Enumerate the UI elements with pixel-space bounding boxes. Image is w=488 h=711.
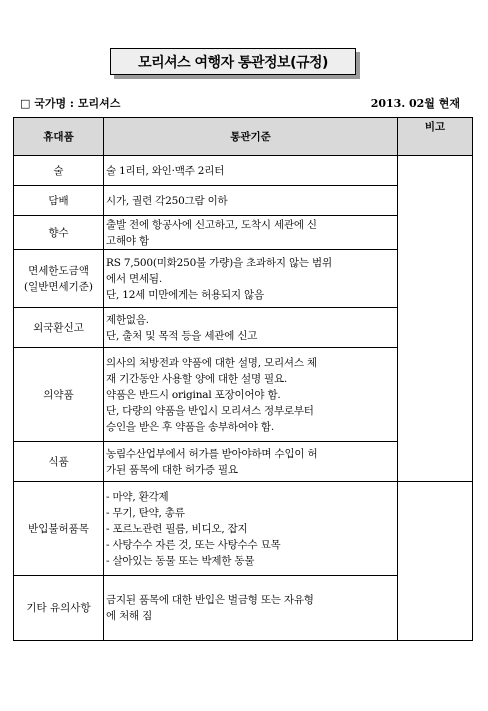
row-item xyxy=(14,216,104,250)
row-standard-line: 제한없음. xyxy=(106,313,149,326)
row-standard-line: 약품은 반드시 original 포장이어야 함. xyxy=(106,388,281,401)
row-item-text: (일반면세기준) xyxy=(23,280,94,293)
row-standard-line: 금지된 품목에 대한 반입은 벌금형 또는 자유형 xyxy=(106,594,314,606)
row-item-text: 기타 유의사항 xyxy=(26,602,91,614)
row-standard xyxy=(104,250,398,308)
row-item xyxy=(14,186,104,216)
row-item xyxy=(14,348,104,442)
document-title-text: 모리셔스 여행자 통관정보(규정) xyxy=(138,54,328,71)
row-standard-line: 가된 품목에 대한 허가증 필요 xyxy=(106,463,238,476)
row-standard-line: RS 7,500(미화250불 가량)을 초과하지 않는 범위 xyxy=(106,256,332,269)
row-item xyxy=(14,442,104,482)
row-standard-line: 에 처해 짐 xyxy=(106,610,153,622)
row-standard-line: 의사의 처방전과 약품에 대한 설명, 모리셔스 체 xyxy=(106,356,317,369)
row-standard-line: - 무기, 탄약, 총류 xyxy=(106,506,185,519)
row-standard xyxy=(104,442,398,482)
row-standard-line: 농림수산업부에서 허가를 받아야하며 수입이 허 xyxy=(106,447,318,460)
row-item-text: 면세한도금액 xyxy=(28,264,89,277)
row-item xyxy=(14,156,104,186)
row-standard-line: - 마약, 환각제 xyxy=(106,490,169,503)
customs-table xyxy=(13,117,473,641)
row-standard xyxy=(104,216,398,250)
row-standard-line: 고해야 함 xyxy=(106,234,149,247)
row-item-text: 담배 xyxy=(48,194,69,207)
row-item-text: 향수 xyxy=(48,226,69,239)
row-item xyxy=(14,576,104,641)
row-item-text: 반입불허품목 xyxy=(28,522,89,535)
row-item-text: 술 xyxy=(53,164,64,177)
row-item xyxy=(14,482,104,576)
table-row xyxy=(14,482,473,576)
row-standard xyxy=(104,576,398,641)
row-standard-line: - 사탕수수 자른 것, 또는 사탕수수 묘목 xyxy=(106,538,281,551)
row-standard-line: 출발 전에 항공사에 신고하고, 도착시 세관에 신 xyxy=(106,218,317,231)
date-label: 2013. 02월 현재 xyxy=(370,97,460,110)
row-standard-line: 술 1리터, 와인·맥주 2리터 xyxy=(106,164,225,177)
table-row xyxy=(14,156,473,186)
row-item-text: 외국환신고 xyxy=(33,321,84,334)
row-standard-line: 단, 출처 및 목적 등을 세관에 신고 xyxy=(106,329,258,342)
header-remark: 비고 xyxy=(398,118,473,156)
row-standard-line: 단, 12세 미만에게는 허용되지 않음 xyxy=(106,288,264,301)
row-standard xyxy=(104,156,398,186)
row-item-text: 의약품 xyxy=(43,388,74,401)
row-item xyxy=(14,250,104,308)
row-standard xyxy=(104,186,398,216)
row-standard-line: 승인을 받은 후 약품을 송부하여야 함. xyxy=(106,420,274,433)
row-item-text: 식품 xyxy=(48,455,69,468)
country-label: □ 국가명 : 모리셔스 xyxy=(20,97,121,110)
table-header-row xyxy=(14,118,473,156)
remark-cell xyxy=(398,156,473,482)
row-standard xyxy=(104,348,398,442)
header-standard: 통관기준 xyxy=(104,118,398,156)
row-standard-line: 에서 면세됨. xyxy=(106,272,162,285)
row-standard-line: - 포르노관련 필름, 비디오, 잡지 xyxy=(106,522,248,535)
row-standard xyxy=(104,482,398,576)
table-body xyxy=(14,156,473,641)
row-item xyxy=(14,308,104,348)
remark-cell xyxy=(398,482,473,641)
row-standard xyxy=(104,308,398,348)
row-standard-line: 단, 다량의 약품을 반입시 모리셔스 정부로부터 xyxy=(106,404,314,417)
row-standard-line: 재 기간동안 사용할 양에 대한 설명 필요. xyxy=(106,372,288,385)
header-item: 휴대품 xyxy=(14,118,104,156)
document-title xyxy=(110,48,356,75)
row-standard-line: 시가, 궐련 각250그람 이하 xyxy=(106,194,228,207)
row-standard-line: - 살아있는 동물 또는 박제한 동물 xyxy=(106,554,255,567)
